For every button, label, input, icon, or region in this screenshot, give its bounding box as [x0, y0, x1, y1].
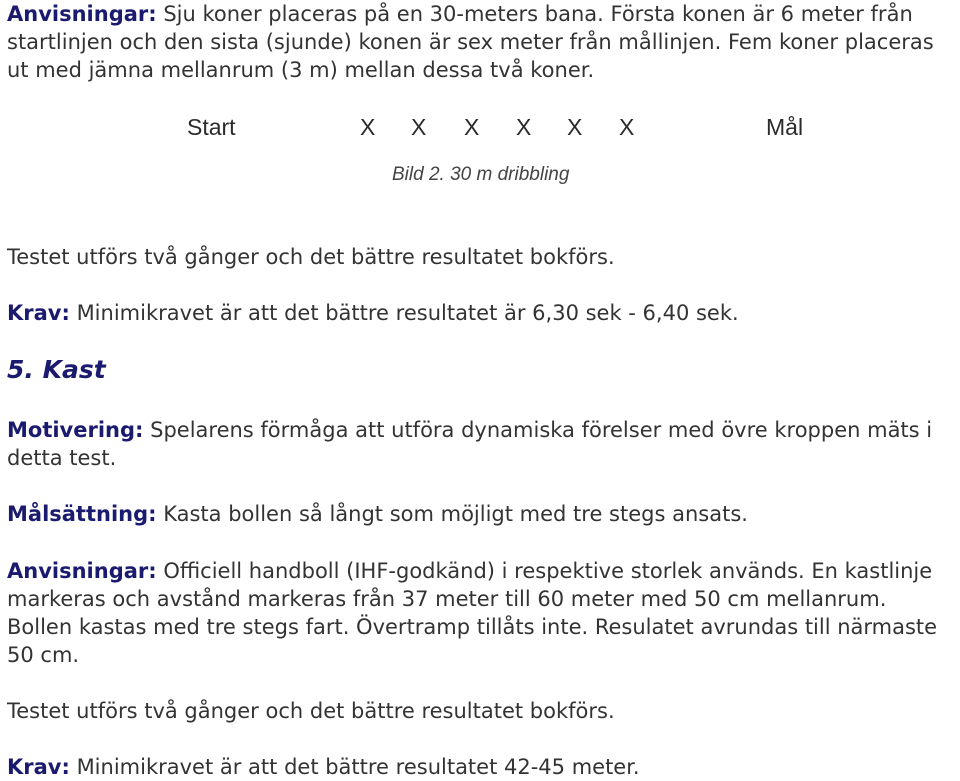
- goal-text: Kasta bollen så långt som möjligt med tre stegs ansats.: [156, 502, 748, 526]
- diagram-cone: X: [411, 114, 427, 140]
- goal-label: Målsättning:: [7, 502, 157, 526]
- diagram-cone: X: [619, 114, 635, 140]
- figure-caption: Bild 2. 30 m dribbling: [392, 164, 570, 185]
- diagram-cone: X: [360, 114, 376, 140]
- kast-instructions-label: Anvisningar:: [7, 559, 157, 583]
- diagram-cone: X: [464, 114, 480, 140]
- kast-instructions-text: Officiell handboll (IHF-godkänd) i respektive storlek används. En kastlinje markeras och avstånd markeras från 37 meter till 60 meter med 50 cm mellanrum. Bollen kastas med tre stegs fart. Övertramp tillåts inte. Resulatet avrundas till närmaste 50 cm.: [7, 559, 938, 667]
- instructions-paragraph: [7, 0, 957, 84]
- goal-paragraph: [7, 500, 957, 528]
- motivation-text: Spelarens förmåga att utföra dynamiska förelser med övre kroppen mäts i detta test.: [7, 418, 933, 470]
- cone-diagram: [7, 112, 957, 142]
- diagram-start-label: Start: [187, 114, 236, 140]
- kast-instructions-paragraph: [7, 557, 957, 669]
- instructions-text: Sju koner placeras på en 30-meters bana. Första konen är 6 meter från startlinjen och den sista (sjunde) konen är sex meter från mållinjen. Fem koner placeras ut med jämna mellanrum (3 m) mellan dessa två koner.: [7, 2, 934, 82]
- motivation-paragraph: [7, 416, 957, 472]
- requirement-paragraph: [7, 299, 957, 327]
- diagram-cone: X: [516, 114, 532, 140]
- requirement-text: Minimikravet är att det bättre resultatet är 6,30 sek - 6,40 sek.: [69, 301, 739, 325]
- kast-requirement-label: Krav:: [7, 755, 70, 779]
- repeat-paragraph: Testet utförs två gånger och det bättre resultatet bokförs.: [7, 245, 615, 269]
- diagram-goal-label: Mål: [766, 114, 804, 140]
- kast-requirement-paragraph: [7, 753, 957, 781]
- requirement-label: Krav:: [7, 301, 70, 325]
- instructions-label: Anvisningar:: [7, 2, 157, 26]
- diagram-cone: X: [567, 114, 583, 140]
- kast-requirement-text: Minimikravet är att det bättre resultatet 42-45 meter.: [69, 755, 640, 779]
- kast-repeat-paragraph: Testet utförs två gånger och det bättre resultatet bokförs.: [7, 699, 615, 723]
- motivation-label: Motivering:: [7, 418, 144, 442]
- section-heading: 5. Kast: [7, 355, 106, 384]
